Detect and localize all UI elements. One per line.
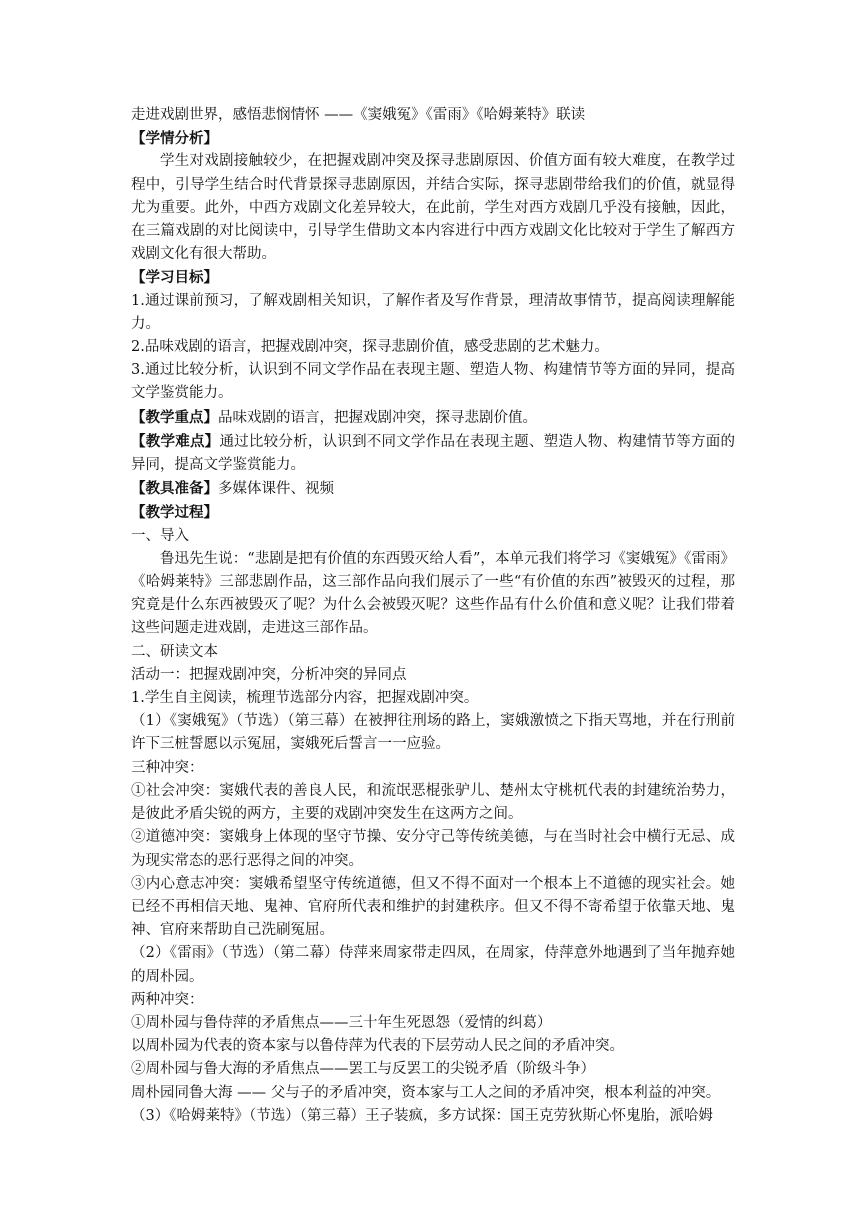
difficulty-label: 【教学难点】 — [131, 432, 220, 450]
conflict-love-detail: 以周朴园为代表的资本家与以鲁侍萍为代表的下层劳动人民之间的矛盾冲突。 — [131, 1038, 624, 1055]
thunderstorm-summary: （2）《雷雨》（节选）（第二幕）侍萍来周家带走四凤，在周家，侍萍意外地遇到了当年抛弃她的周朴园。 — [131, 945, 735, 985]
step-heading-intro: 一、导入 — [131, 527, 189, 544]
section-heading-teaching-process: 【教学过程】 — [131, 504, 218, 522]
key-point-label: 【教学重点】 — [131, 408, 218, 426]
intro-paragraph: 鲁迅先生说：“悲剧是把有价值的东西毁灭给人看”，本单元我们将学习《窦娥冤》《雷雨》《哈姆莱特》三部悲剧作品，这三部作品向我们展示了一些“有价值的东西”被毁灭的过程，那究竟是什么东西被毁灭了呢？为什么会被毁灭呢？这些作品有什么价值和意义呢？让我们带着这些问题走进戏剧，走进这三部作品。 — [131, 550, 735, 637]
teaching-difficulty — [131, 430, 735, 477]
goal-item-2: 2.品味戏剧的语言，把握戏剧冲突，探寻悲剧价值，感受悲剧的艺术魅力。 — [131, 339, 609, 356]
teaching-tools — [131, 477, 735, 501]
learner-analysis-paragraph: 学生对戏剧接触较少，在把握戏剧冲突及探寻悲剧原因、价值方面有较大难度，在教学过程中，引导学生结合时代背景探寻悲剧原因，并结合实际，探寻悲剧带给我们的价值，就显得尤为重要。此外，中西方戏剧文化差异较大，在此前，学生对西方戏剧几乎没有接触，因此，在三篇戏剧的对比阅读中，引导学生借助文本内容进行中西方戏剧文化比较对于学生了解西方戏剧文化有很大帮助。 — [131, 153, 735, 263]
goal-item-3: 3.通过比较分析，认识到不同文学作品在表现主题、塑造人物、构建情节等方面的异同，提高文学鉴赏能力。 — [131, 362, 735, 402]
teaching-key-point — [131, 406, 735, 430]
conflict-moral: ②道德冲突：窦娥身上体现的坚守节操、安分守己等传统美德，与在当时社会中横行无忌、成为现实常态的恶行恶得之间的冲突。 — [131, 829, 735, 869]
conflict-class: ②周朴园与鲁大海的矛盾焦点——罢工与反罢工的尖锐矛盾（阶级斗争） — [131, 1061, 595, 1078]
section-heading-learner-analysis: 【学情分析】 — [131, 130, 218, 148]
conflict-inner: ③内心意志冲突：窦娥希望坚守传统道德，但又不得不面对一个根本上不道德的现实社会。她已经不再相信天地、鬼神、官府所代表和维护的封建秩序。但又不得不寄希望于依靠天地、鬼神、官府来帮助自己洗刷冤屈。 — [131, 875, 735, 939]
conflict-class-detail: 周朴园同鲁大海 —— 父与子的矛盾冲突，资本家与工人之间的矛盾冲突，根本利益的冲突。 — [131, 1084, 721, 1101]
key-point-text: 品味戏剧的语言，把握戏剧冲突，探寻悲剧价值。 — [218, 409, 537, 426]
hamlet-summary: （3）《哈姆莱特》（节选）（第三幕）王子装疯，多方试探：国王克劳狄斯心怀鬼胎，派哈姆 — [131, 1107, 713, 1124]
tools-label: 【教具准备】 — [131, 480, 218, 498]
section-heading-learning-goals: 【学习目标】 — [131, 269, 218, 287]
task-item: 1.学生自主阅读，梳理节选部分内容，把握戏剧冲突。 — [131, 690, 479, 707]
dou-e-summary: （1）《窦娥冤》（节选）（第三幕）在被押往刑场的路上，窦娥激愤之下指天骂地，并在行刑前许下三桩誓愿以示冤屈，窦娥死后誓言一一应验。 — [131, 713, 735, 753]
step-heading-reading: 二、研读文本 — [131, 643, 218, 660]
document-page — [131, 104, 735, 1128]
three-conflicts-label: 三种冲突： — [131, 759, 204, 776]
activity-heading: 活动一：把握戏剧冲突，分析冲突的异同点 — [131, 666, 407, 683]
two-conflicts-label: 两种冲突： — [131, 991, 204, 1008]
document-title: 走进戏剧世界，感悟悲悯情怀 ——《窦娥冤》《雷雨》《哈姆莱特》联读 — [131, 107, 586, 123]
tools-text: 多媒体课件、视频 — [218, 481, 334, 498]
conflict-social: ①社会冲突：窦娥代表的善良人民，和流氓恶棍张驴儿、楚州太守桃杌代表的封建统治势力，是彼此矛盾尖锐的两方，主要的戏剧冲突发生在这两方之间。 — [131, 782, 735, 823]
difficulty-text: 通过比较分析，认识到不同文学作品在表现主题、塑造人物、构建情节等方面的异同，提高文学鉴赏能力。 — [131, 433, 736, 474]
conflict-love: ①周朴园与鲁侍萍的矛盾焦点——三十年生死恩怨（爱情的纠葛） — [131, 1014, 552, 1031]
goal-item-1: 1.通过课前预习，了解戏剧相关知识，了解作者及写作背景，理清故事情节，提高阅读理解能力。 — [131, 292, 735, 332]
